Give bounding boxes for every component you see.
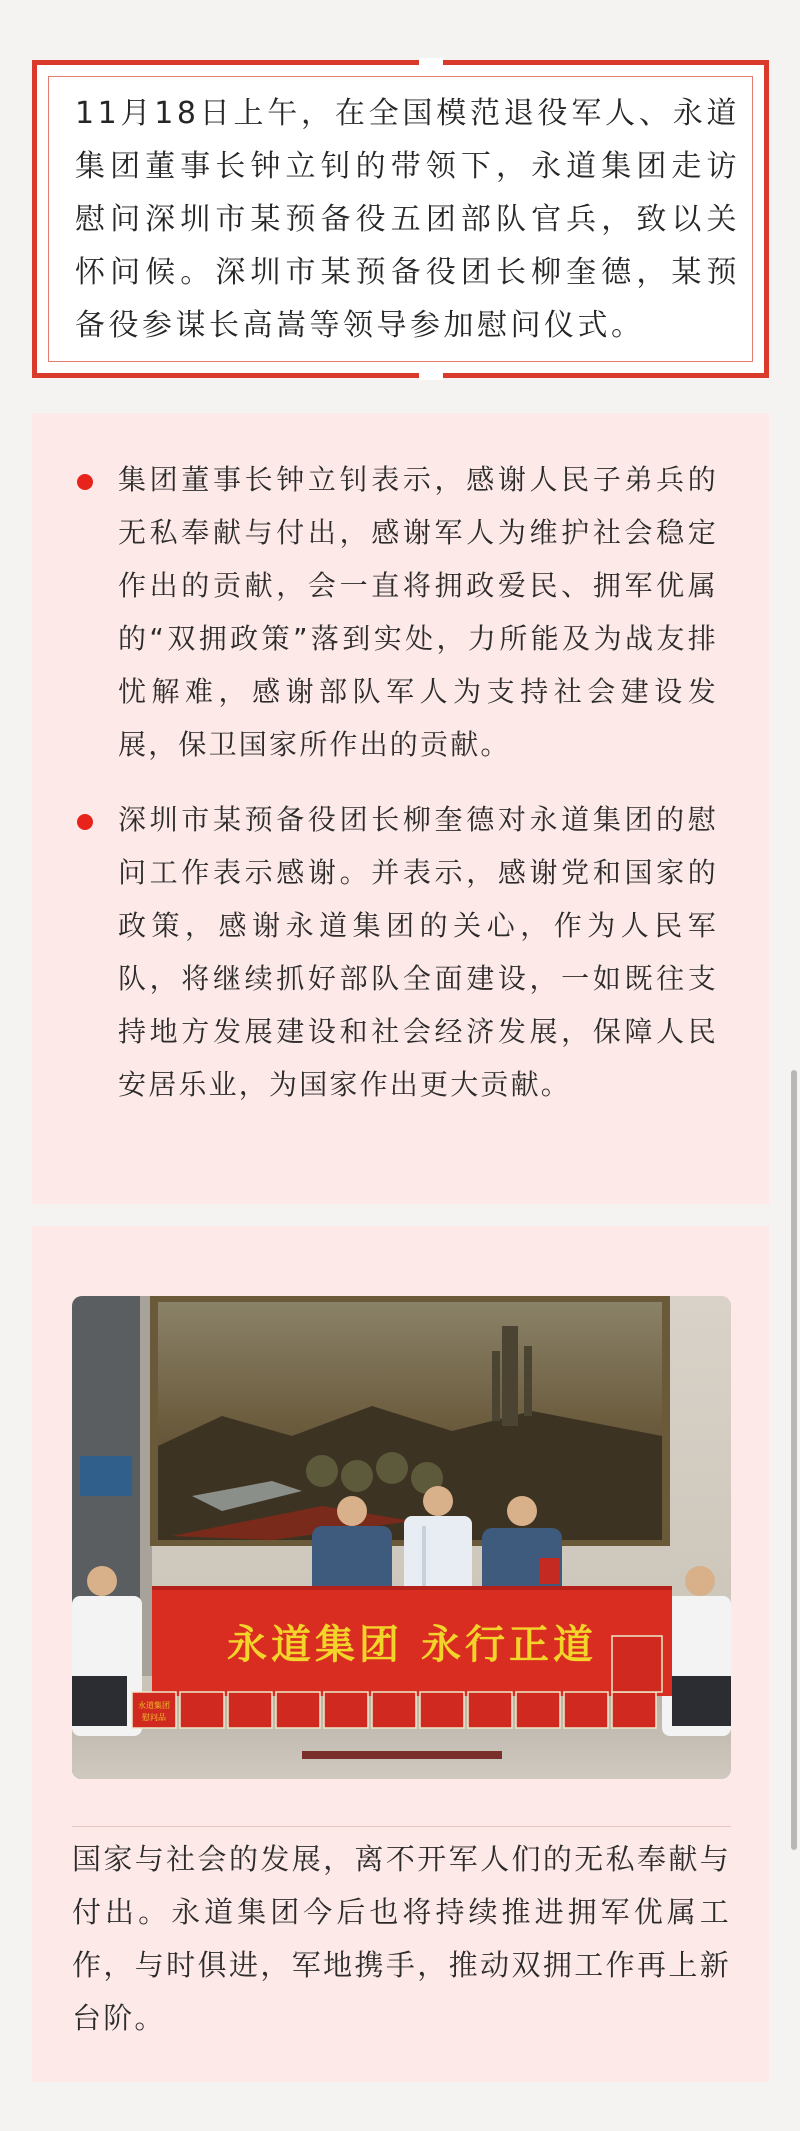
box-label-line1: 永道集团: [138, 1701, 170, 1710]
frame-gap-top: [419, 58, 443, 68]
scrollbar[interactable]: [791, 1070, 797, 1850]
caption-divider: [72, 1826, 731, 1827]
intro-box: [32, 60, 769, 378]
banner-text: 永道集团 永行正道: [227, 1622, 597, 1668]
intro-paragraph: 11月18日上午，在全国模范退役军人、永道集团董事长钟立钊的带领下，永道集团走访慰问深圳市某预备役五团部队官兵，致以关怀问候。深圳市某预备役团长柳奎德，某预备役参谋长高嵩等领导参加慰问仪式。: [75, 96, 740, 343]
bullet-dot-icon: [77, 474, 93, 490]
photo-card: [32, 1226, 769, 2082]
statements-card: [32, 413, 769, 1204]
event-photo: [72, 1296, 731, 1779]
closing-paragraph: 国家与社会的发展，离不开军人们的无私奉献与付出。永道集团今后也将持续推进拥军优属工作，与时俱进，军地携手，推动双拥工作再上新台阶。: [72, 1842, 731, 2035]
frame-gap-bottom: [419, 370, 443, 380]
bullet-text: 集团董事长钟立钊表示，感谢人民子弟兵的无私奉献与付出，感谢军人为维护社会稳定作出的贡献，会一直将拥政爱民、拥军优属的“双拥政策”落到实处，力所能及为战友排忧解难，感谢部队军人为支持社会建设发展，保卫国家所作出的贡献。: [118, 463, 718, 761]
bullet-dot-icon: [77, 814, 93, 830]
box-label-line2: 慰问品: [142, 1713, 166, 1722]
bullet-text: 深圳市某预备役团长柳奎德对永道集团的慰问工作表示感谢。并表示，感谢党和国家的政策，感谢永道集团的关心，作为人民军队，将继续抓好部队全面建设，一如既往支持地方发展建设和社会经济发展，保障人民安居乐业，为国家作出更大贡献。: [118, 803, 718, 1101]
